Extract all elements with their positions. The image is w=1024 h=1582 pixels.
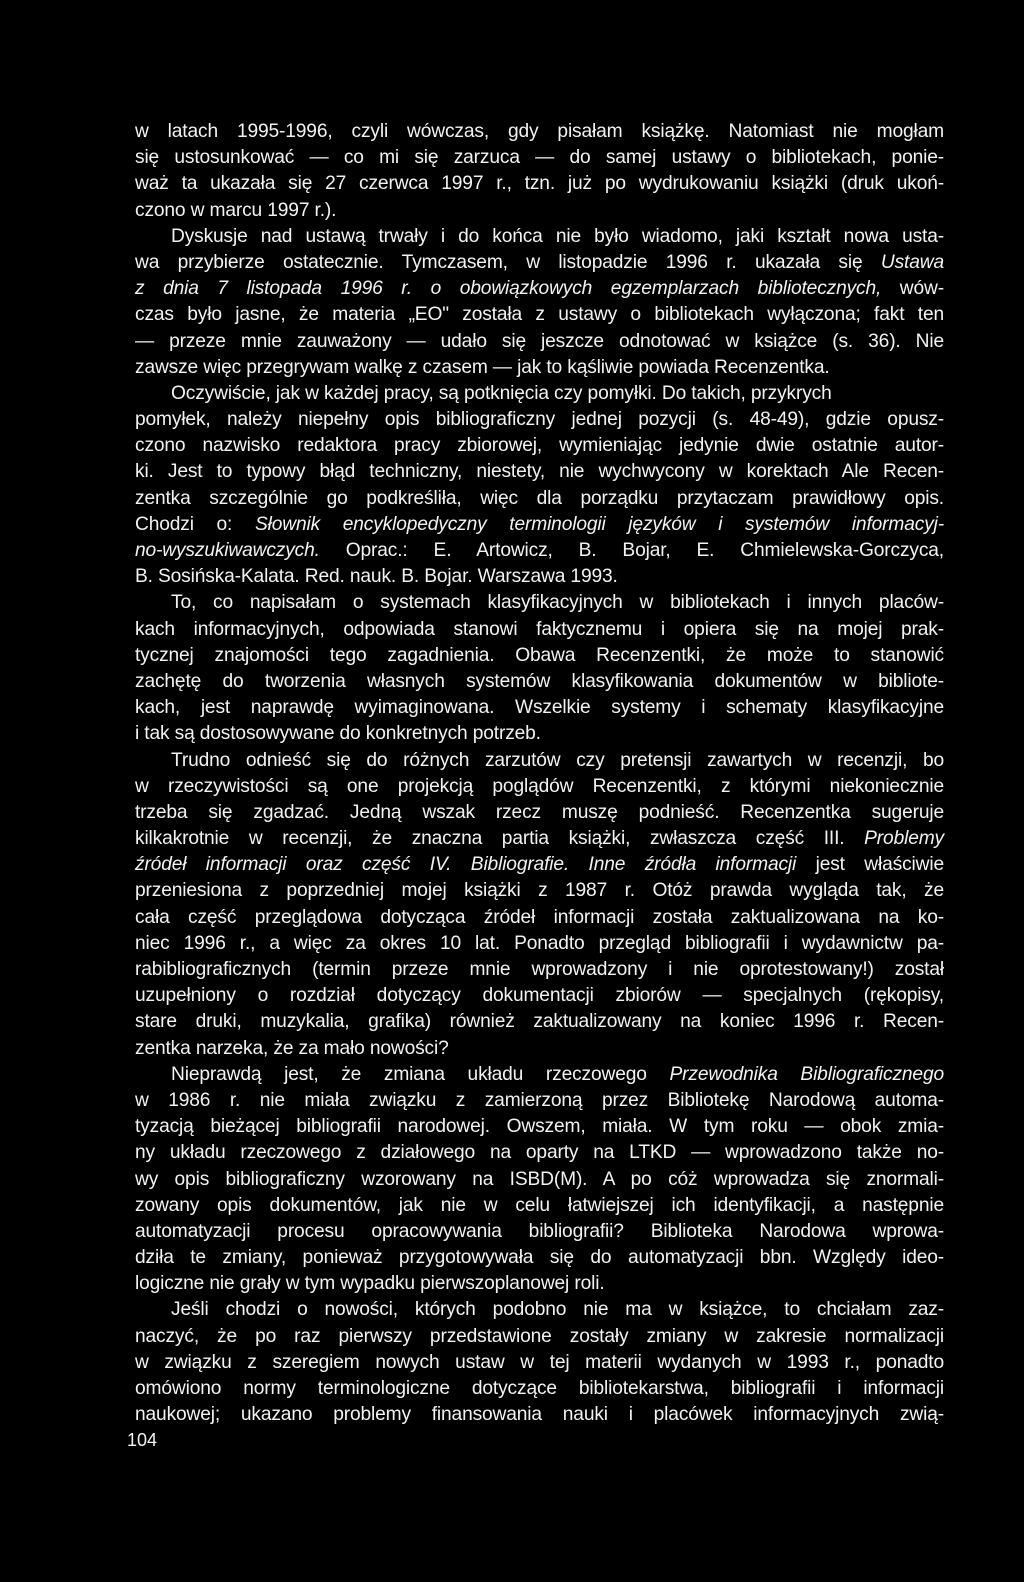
text-segment: zowany opis dokumentów, jak nie w celu łatwiejszej ich identyfikacji, a następnie	[135, 1194, 944, 1216]
text-line	[135, 224, 944, 250]
text-line	[135, 276, 944, 302]
text-segment: wy opis bibliograficzny wzorowany na ISBD(M). A po cóż wprowadza się znormali-	[135, 1168, 944, 1190]
text-line	[135, 329, 944, 355]
text-segment: czas było jasne, że materia „EO" została z ustawy o bibliotekach wyłączona; fakt ten	[135, 304, 944, 326]
text-line	[135, 748, 944, 774]
text-segment: logiczne nie grały w tym wypadku pierwszoplanowej roli.	[135, 1273, 605, 1295]
text-line	[135, 695, 944, 721]
text-line	[135, 538, 944, 564]
text-segment: automatyzacji procesu opracowywania bibliografii? Biblioteka Narodowa wprowa-	[135, 1220, 944, 1242]
text-segment: waż ta ukazała się 27 czerwca 1997 r., tzn. już po wydrukowaniu książki (druk ukoń-	[135, 173, 944, 195]
text-line	[135, 1114, 944, 1140]
text-segment: pomyłek, należy niepełny opis bibliograficzny jednej pozycji (s. 48-49), gdzie opusz-	[135, 409, 944, 431]
text-segment: Trudno odnieść się do różnych zarzutów czy pretensji zawartych w recenzji, bo	[171, 749, 944, 771]
text-segment: kilkakrotnie w recenzji, że znaczna partia książki, zwłaszcza część III.	[135, 828, 865, 850]
text-line	[135, 486, 944, 512]
text-segment: jest właściwie	[796, 854, 944, 876]
text-line	[135, 931, 944, 957]
text-segment: czono nazwisko redaktora pracy zbiorowej, wymieniając jedynie dwie ostatnie autor-	[135, 435, 944, 457]
text-segment: przeniesiona z poprzedniej mojej książki z 1987 r. Otóż prawda wygląda tak, że	[135, 880, 944, 902]
text-line	[135, 1271, 944, 1297]
text-line	[135, 643, 944, 669]
text-line	[135, 433, 944, 459]
text-segment: trzeba się zgadzać. Jedną wszak rzecz muszę podnieść. Recenzentka sugeruje	[135, 801, 944, 823]
text-line	[135, 1350, 944, 1376]
text-segment: czono w marcu 1997 r.).	[135, 199, 337, 221]
text-line	[135, 721, 944, 747]
text-line	[135, 302, 944, 328]
italic-text-segment: Problemy	[864, 828, 944, 850]
text-segment: — przeze mnie zauważony — udało się jeszcze odnotować w książce (s. 36). Nie	[135, 330, 944, 352]
text-line	[135, 669, 944, 695]
text-segment: To, co napisałam o systemach klasyfikacyjnych w bibliotekach i innych placów-	[171, 592, 944, 614]
text-line	[135, 1402, 944, 1428]
text-segment: naczyć, że po raz pierwszy przedstawione zostały zmiany w zakresie normalizacji	[135, 1325, 944, 1347]
text-segment: w latach 1995-1996, czyli wówczas, gdy pisałam książkę. Natomiast nie mogłam	[135, 121, 944, 142]
text-segment: w związku z szeregiem nowych ustaw w tej materii wydanych w 1993 r., ponadto	[135, 1351, 944, 1373]
text-segment: tycznej znajomości tego zagadnienia. Obawa Recenzentki, że może to stanowić	[135, 644, 944, 666]
text-segment: stare druki, muzykalia, grafika) również zaktualizowany na koniec 1996 r. Recen-	[135, 1011, 944, 1033]
body-text	[135, 119, 944, 1428]
text-line	[135, 1219, 944, 1245]
text-segment: Oczywiście, jak w każdej pracy, są potknięcia czy pomyłki. Do takich, przykrych	[171, 382, 832, 404]
text-segment: zachętę do tworzenia własnych systemów klasyfikowania dokumentów w bibliote-	[135, 670, 944, 692]
text-segment: rabibliograficznych (termin przeze mnie wprowadzony i nie oprotestowany!) został	[135, 959, 944, 980]
text-segment: ny układu rzeczowego z działowego na oparty na LTKD — wprowadzono także no-	[135, 1142, 944, 1164]
text-line	[135, 145, 944, 171]
text-line	[135, 590, 944, 616]
text-line	[135, 1009, 944, 1035]
text-line	[135, 617, 944, 643]
text-line	[135, 774, 944, 800]
text-line	[135, 878, 944, 904]
text-segment: zentka narzeka, że za mało nowości?	[135, 1037, 449, 1059]
text-line	[135, 564, 944, 590]
text-line	[135, 1088, 944, 1114]
text-segment: w rzeczywistości są one projekcją poglądów Recenzentki, z którymi niekoniecznie	[135, 775, 944, 797]
italic-text-segment: z dnia 7 listopada 1996 r. o obowiązkowych egzemplarzach bibliotecznych,	[135, 278, 882, 300]
text-segment: naukowej; ukazano problemy finansowania nauki i placówek informacyjnych zwią-	[135, 1404, 944, 1426]
text-line	[135, 1062, 944, 1088]
text-segment: tyzacją bieżącej bibliografii narodowej. Owszem, miała. W tym roku — obok zmia-	[135, 1116, 944, 1138]
text-segment: i tak są dostosowywane do konkretnych potrzeb.	[135, 723, 541, 745]
text-segment: cała część przeglądowa dotycząca źródeł informacji została zaktualizowana na ko-	[135, 906, 944, 928]
italic-text-segment: źródeł informacji oraz część IV. Bibliografie. Inne źródła informacji	[135, 854, 797, 876]
text-line	[135, 171, 944, 197]
text-line	[135, 1193, 944, 1219]
text-line	[135, 905, 944, 931]
italic-text-segment: no-wyszukiwawczych.	[135, 540, 320, 561]
text-segment: Oprac.: E. Artowicz, B. Bojar, E. Chmielewska-Gorczyca,	[319, 540, 944, 561]
text-segment: Nieprawdą jest, że zmiana układu rzeczowego	[171, 1063, 670, 1085]
text-segment: dziła te zmiany, ponieważ przygotowywała się do automatyzacji bbn. Względy ideo-	[135, 1247, 944, 1269]
text-segment: zentka szczególnie go podkreśliła, więc dla porządku przytaczam prawidłowy opis.	[135, 487, 944, 509]
text-line	[135, 1297, 944, 1323]
text-segment: kach informacyjnych, odpowiada stanowi faktycznemu i opiera się na mojej prak-	[135, 618, 944, 640]
text-line	[135, 1376, 944, 1402]
text-line	[135, 355, 944, 381]
page-number: 104	[127, 1430, 158, 1450]
text-segment: B. Sosińska-Kalata. Red. nauk. B. Bojar. Warszawa 1993.	[135, 566, 618, 588]
text-segment: w 1986 r. nie miała związku z zamierzoną przez Bibliotekę Narodową automa-	[135, 1089, 944, 1111]
text-line	[135, 459, 944, 485]
text-line	[135, 1140, 944, 1166]
text-segment: Jeśli chodzi o nowości, których podobno nie ma w książce, to chciałam zaz-	[171, 1299, 944, 1321]
text-line	[135, 1324, 944, 1350]
text-line	[135, 826, 944, 852]
text-segment: Dyskusje nad ustawą trwały i do końca nie było wiadomo, jaki kształt nowa usta-	[171, 225, 944, 247]
text-segment: wa przybierze ostatecznie. Tymczasem, w listopadzie 1996 r. ukazała się	[135, 251, 881, 273]
text-segment: Chodzi o:	[135, 513, 255, 535]
text-line	[135, 512, 944, 538]
text-line	[135, 250, 944, 276]
text-line	[135, 1245, 944, 1271]
text-segment: niec 1996 r., a więc za okres 10 lat. Ponadto przegląd bibliografii i wydawnictw pa-	[135, 932, 944, 954]
text-segment: omówiono normy terminologiczne dotyczące bibliotekarstwa, bibliografii i informacji	[135, 1378, 944, 1399]
italic-text-segment: Przewodnika Bibliograficznego	[669, 1063, 945, 1085]
text-line	[135, 119, 944, 145]
text-segment: zawsze więc przegrywam walkę z czasem — jak to kąśliwie powiada Recenzentka.	[135, 356, 830, 378]
text-segment: wów-	[881, 278, 944, 300]
text-line	[135, 800, 944, 826]
text-segment: się ustosunkować — co mi się zarzuca — do samej ustawy o bibliotekach, ponie-	[135, 147, 944, 169]
text-line	[135, 983, 944, 1009]
text-line	[135, 198, 944, 224]
text-line	[135, 1167, 944, 1193]
text-segment: uzupełniony o rozdział dotyczący dokumentacji zbiorów — specjalnych (rękopisy,	[135, 985, 944, 1007]
italic-text-segment: Ustawa	[880, 251, 944, 273]
text-line	[135, 1036, 944, 1062]
text-line	[135, 381, 944, 407]
text-segment: ki. Jest to typowy błąd techniczny, niestety, nie wychwycony w korektach Ale Recen-	[135, 461, 944, 483]
text-line	[135, 852, 944, 878]
text-line	[135, 407, 944, 433]
text-segment: kach, jest naprawdę wyimaginowana. Wszelkie systemy i schematy klasyfikacyjne	[135, 697, 944, 719]
text-line	[135, 957, 944, 983]
italic-text-segment: Słownik encyklopedyczny terminologii języków i systemów informacyj-	[254, 513, 944, 535]
